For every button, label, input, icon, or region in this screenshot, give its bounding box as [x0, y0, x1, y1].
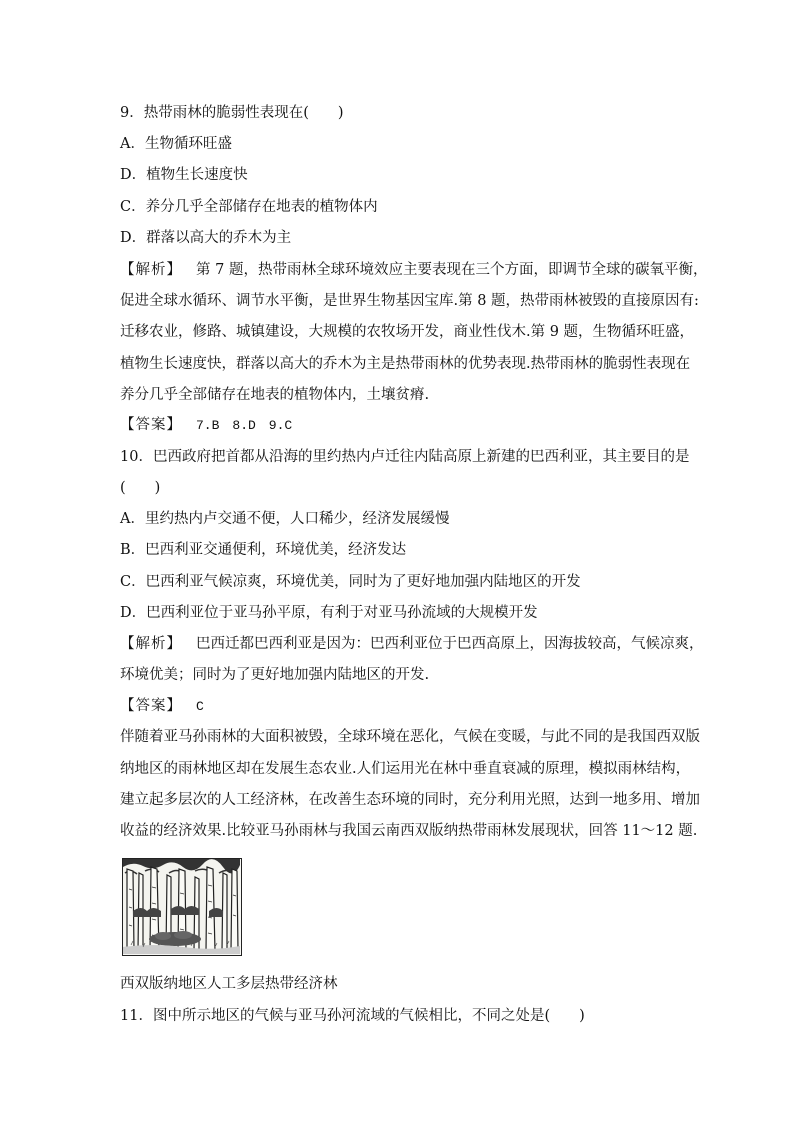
rainforest-illustration [123, 859, 240, 954]
analysis-1-line-2: 促进全球水循环、调节水平衡，是世界生物基因宝库.第 8 题，热带雨林被毁的直接原因有: [120, 293, 699, 309]
question-9-option-d: D．群落以高大的乔木为主 [120, 230, 292, 246]
analysis-2-line-2: 环境优美；同时为了更好地加强内陆地区的开发. [120, 667, 430, 683]
answer-1-line [120, 415, 292, 436]
question-10-option-a: A．里约热内卢交通不便，人口稀少，经济发展缓慢 [120, 511, 450, 527]
passage-line-2: 纳地区的雨林地区却在发展生态农业.人们运用光在林中垂直衰减的原理，模拟雨林结构， [120, 761, 691, 777]
question-10-stem-line-2: ( ) [120, 480, 161, 496]
answer-1-value: 7.B 8.D 9.C [196, 418, 293, 433]
analysis-2-text: 巴西迁都巴西利亚是因为：巴西利亚位于巴西高原上，因海拔较高，气候凉爽， [196, 636, 704, 652]
analysis-1-line-5: 养分几乎全部储存在地表的植物体内，土壤贫瘠. [120, 387, 430, 403]
passage-line-1: 伴随着亚马孙雨林的大面积被毁，全球环境在恶化，气候在变暖，与此不同的是我国西双版 [120, 729, 700, 745]
question-10-option-d: D．巴西利亚位于亚马孙平原，有利于对亚马孙流域的大规模开发 [120, 605, 538, 621]
question-9-stem: 9．热带雨林的脆弱性表现在( ) [120, 105, 344, 121]
answer-1-tag: 【答案】 [120, 417, 182, 433]
analysis-1-tag: 【解析】 [120, 262, 182, 278]
analysis-2-first-line [120, 634, 704, 654]
analysis-1-line-3: 迁移农业，修路、城镇建设，大规模的农牧场开发，商业性伐木.第 9 题，生物循环旺盛， [120, 324, 695, 340]
answer-2-value: C [196, 699, 204, 714]
analysis-1-line-4: 植物生长速度快，群落以高大的乔木为主是热带雨林的优势表现.热带雨林的脆弱性表现在 [120, 356, 691, 372]
question-9-option-b: D．植物生长速度快 [120, 167, 248, 183]
passage-line-3: 建立起多层次的人工经济林，在改善生态环境的同时，充分利用光照，达到一地多用、增加 [120, 792, 700, 808]
analysis-2-tag: 【解析】 [120, 636, 182, 652]
question-10-stem-line-1: 10．巴西政府把首都从沿海的里约热内卢迁往内陆高原上新建的巴西利亚，其主要目的是 [120, 449, 690, 465]
question-9-option-c: C．养分几乎全部储存在地表的植物体内 [120, 199, 378, 215]
answer-2-line [120, 696, 204, 717]
figure-caption: 西双版纳地区人工多层热带经济林 [120, 976, 338, 992]
analysis-1-first-line [120, 260, 707, 280]
rainforest-figure [122, 858, 242, 956]
answer-2-tag: 【答案】 [120, 698, 182, 714]
question-10-option-c: C．巴西利亚气候凉爽，环境优美，同时为了更好地加强内陆地区的开发 [120, 574, 581, 590]
passage-line-4: 收益的经济效果.比较亚马孙雨林与我国云南西双版纳热带雨林发展现状，回答 11～12 题. [120, 823, 698, 839]
question-11-stem: 11．图中所示地区的气候与亚马孙河流域的气候相比，不同之处是( ) [120, 1008, 585, 1024]
question-9-option-a: A．生物循环旺盛 [120, 136, 232, 152]
analysis-1-text: 第 7 题，热带雨林全球环境效应主要表现在三个方面，即调节全球的碳氧平衡， [196, 262, 708, 278]
question-10-option-b: B．巴西利亚交通便利，环境优美，经济发达 [120, 542, 407, 558]
